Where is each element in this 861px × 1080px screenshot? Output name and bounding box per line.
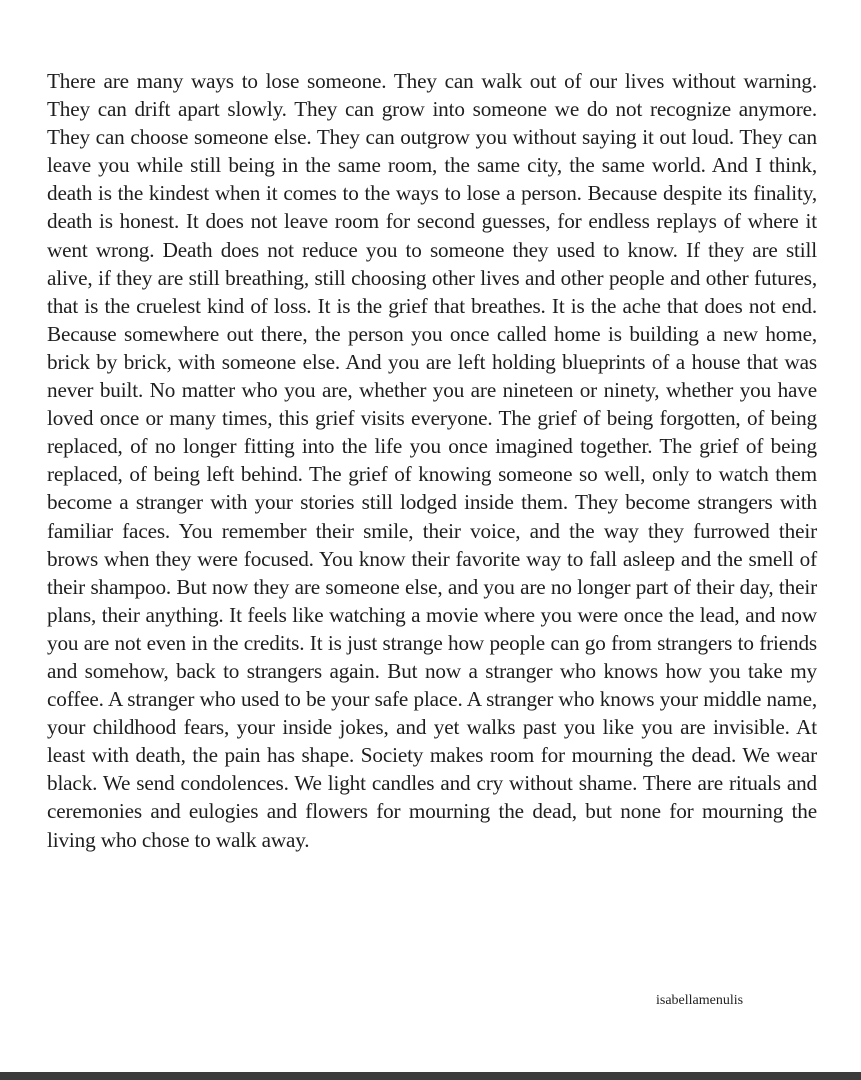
bottom-bar (0, 1072, 861, 1080)
text-post (47, 67, 817, 854)
author-credit: isabellamenulis (656, 993, 744, 1008)
post-body: There are many ways to lose someone. They can walk out of our lives without warning. They can drift apart slowly. They can grow into someone we do not recognize anymore. They can choose someone else. They can outgrow you without saying it out loud. They can leave you while still being in the same room, the same city, the same world. And I think, death is the kindest when it comes to the ways to lose a person. Because despite its finality, death is honest. It does not leave room for second guesses, for endless replays of where it went wrong. Death does not reduce you to someone they used to know. If they are still alive, if they are still breathing, still choosing other lives and other people and other futures, that is the cruelest kind of loss. It is the grief that breathes. It is the ache that does not end. Because somewhere out there, the person you once called home is building a new home, brick by brick, with someone else. And you are left holding blueprints of a house that was never built. No matter who you are, whether you are nineteen or ninety, whether you have loved once or many times, this grief visits everyone. The grief of being forgotten, of being replaced, of no longer fitting into the life you once imagined together. The grief of being replaced, of being left behind. The grief of knowing someone so well, only to watch them become a stranger with your stories still lodged inside them. They become strangers with familiar faces. You remember their smile, their voice, and the way they furrowed their brows when they were focused. You know their favorite way to fall asleep and the smell of their shampoo. But now they are someone else, and you are no longer part of their day, their plans, their anything. It feels like watching a movie where you were once the lead, and now you are not even in the credits. It is just strange how people can go from strangers to friends and somehow, back to strangers again. But now a stranger who knows how you take my coffee. A stranger who used to be your safe place. A stranger who knows your middle name, your childhood fears, your inside jokes, and yet walks past you like you are invisible. At least with death, the pain has shape. Society makes room for mourning the dead. We wear black. We send condolences. We light candles and cry without shame. There are rituals and ceremonies and eulogies and flowers for mourning the dead, but none for mourning the living who chose to walk away. (47, 69, 817, 852)
